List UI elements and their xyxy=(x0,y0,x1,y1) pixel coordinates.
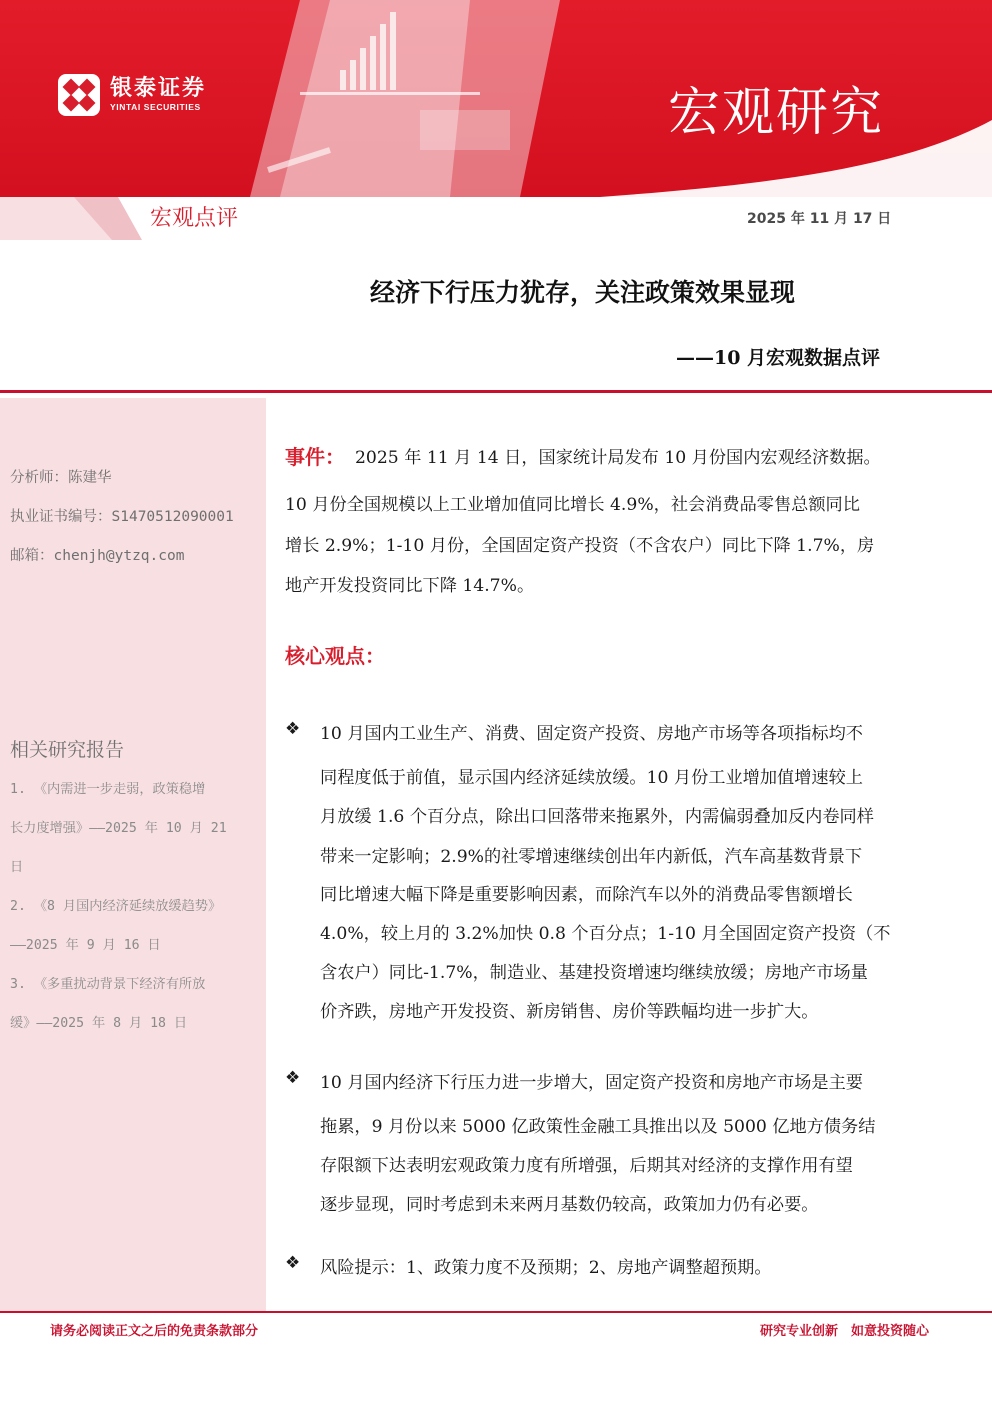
footer-slogan: 研究专业创新 如意投资随心 xyxy=(760,1324,930,1339)
point2-line: 存限额下达表明宏观政策力度有所增强，后期其对经济的支撑作用有望 xyxy=(320,1156,853,1176)
report-category: 宏观点评 xyxy=(150,206,239,231)
related-report-line[interactable]: 日 xyxy=(10,860,24,875)
point1-line: 4.0%，较上月的 3.2%加快 0.8 个百分点；1-10 月全国固定资产投资（不 xyxy=(320,924,891,944)
report-subtitle: ——10 月宏观数据点评 xyxy=(676,347,881,369)
risk-warning: 风险提示：1、政策力度不及预期；2、房地产调整超预期。 xyxy=(320,1258,772,1278)
event-text-line: 增长 2.9%；1-10 月份，全国固定资产投资（不含农户）同比下降 1.7%，房 xyxy=(285,536,875,556)
logo-icon xyxy=(58,74,100,116)
bullet-icon: ❖ xyxy=(285,719,301,739)
point1-line: 同比增速大幅下降是重要影响因素，而除汽车以外的消费品零售额增长 xyxy=(320,885,853,905)
footer-divider xyxy=(0,1311,992,1313)
related-report-line[interactable]: ——2025 年 9 月 16 日 xyxy=(10,938,161,953)
point2-line: 逐步显现，同时考虑到未来两月基数仍较高，政策加力仍有必要。 xyxy=(320,1195,819,1215)
header-banner xyxy=(0,0,992,197)
sidebar xyxy=(0,398,266,1311)
core-heading: 核心观点： xyxy=(285,644,385,668)
report-date: 2025 年 11 月 17 日 xyxy=(747,211,892,227)
related-report-line[interactable]: 1. 《内需进一步走弱，政策稳增 xyxy=(10,782,206,797)
related-report-line[interactable]: 长力度增强》——2025 年 10 月 21 xyxy=(10,821,227,836)
bullet-icon: ❖ xyxy=(285,1253,301,1273)
footer-disclaimer[interactable]: 请务必阅读正文之后的免责条款部分 xyxy=(50,1324,259,1339)
point1-line: 含农户）同比-1.7%，制造业、基建投资增速均继续放缓；房地产市场量 xyxy=(320,963,868,983)
point1-line: 10 月国内工业生产、消费、固定资产投资、房地产市场等各项指标均不 xyxy=(320,724,863,744)
related-reports-heading: 相关研究报告 xyxy=(10,739,125,761)
related-report-line[interactable]: 2. 《8 月国内经济延续放缓趋势》 xyxy=(10,899,222,914)
analyst-name: 分析师：陈建华 xyxy=(10,470,112,486)
event-label: 事件： xyxy=(285,445,345,469)
related-report-line[interactable]: 缓》——2025 年 8 月 18 日 xyxy=(10,1016,188,1031)
point1-line: 带来一定影响；2.9%的社零增速继续创出年内新低，汽车高基数背景下 xyxy=(320,847,863,867)
analyst-email: 邮箱：chenjh@ytzq.com xyxy=(10,548,185,564)
event-text-line: 10 月份全国规模以上工业增加值同比增长 4.9%，社会消费品零售总额同比 xyxy=(285,495,860,515)
point2-line: 10 月国内经济下行压力进一步增大，固定资产投资和房地产市场是主要 xyxy=(320,1073,863,1093)
title-divider xyxy=(0,390,992,393)
event-text-line: 地产开发投资同比下降 14.7%。 xyxy=(285,576,535,596)
analyst-license: 执业证书编号：S1470512090001 xyxy=(10,509,234,525)
point1-line: 月放缓 1.6 个百分点，除出口回落带来拖累外，内需偏弱叠加反内卷同样 xyxy=(320,807,874,827)
banner-title: 宏观研究 xyxy=(668,83,885,143)
event-first-line: 2025 年 11 月 14 日，国家统计局发布 10 月份国内宏观经济数据。 xyxy=(355,448,881,468)
bullet-icon: ❖ xyxy=(285,1068,301,1088)
logo-name-en: YINTAI SECURITIES xyxy=(110,102,201,112)
company-logo xyxy=(58,74,206,116)
point2-line: 拖累，9 月份以来 5000 亿政策性金融工具推出以及 5000 亿地方债务结 xyxy=(320,1117,876,1137)
related-report-line[interactable]: 3. 《多重扰动背景下经济有所放 xyxy=(10,977,206,992)
point1-line: 价齐跌，房地产开发投资、新房销售、房价等跌幅均进一步扩大。 xyxy=(320,1002,819,1022)
report-title: 经济下行压力犹存，关注政策效果显现 xyxy=(370,278,796,307)
logo-name-cn: 银泰证券 xyxy=(110,76,207,101)
point1-line: 同程度低于前值，显示国内经济延续放缓。10 月份工业增加值增速较上 xyxy=(320,768,863,788)
